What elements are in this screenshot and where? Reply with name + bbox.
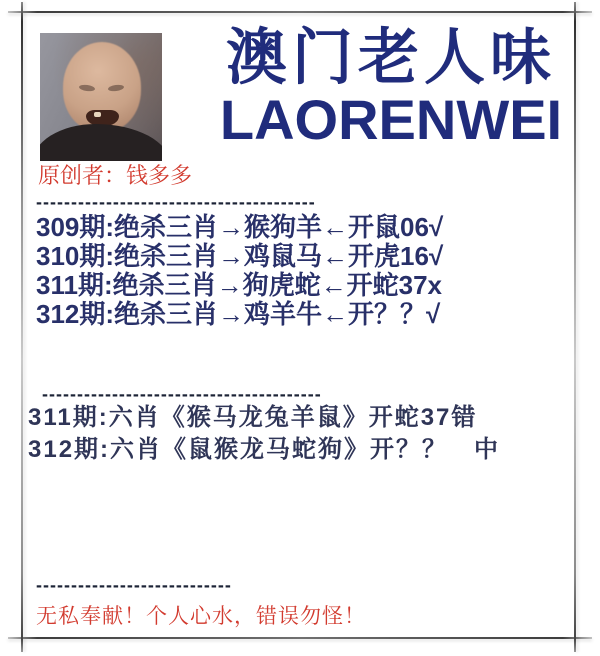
prediction-line-309: 309期:绝杀三肖→猴狗羊←开鼠06√: [36, 212, 444, 242]
site-title-chinese: 澳门老人味: [225, 23, 556, 91]
prediction-line-311: 311期:绝杀三肖→狗虎蛇←开蛇37x: [36, 270, 442, 300]
frame-bottom-line: [8, 637, 592, 639]
sanxiao-prediction-block: [36, 213, 443, 329]
dashed-separator: ----------------------------------------: [36, 192, 316, 212]
prediction-line-312: 312期:绝杀三肖→鸡羊牛←开？？√: [36, 299, 441, 329]
photo-tooth: [94, 112, 101, 117]
site-title-latin: LAORENWEI: [219, 88, 563, 151]
dashed-separator: ----------------------------: [36, 575, 232, 595]
dashed-separator: ----------------------------------------: [42, 384, 322, 404]
liuxiao-line-311: 311期:六肖《猴马龙兔羊鼠》开蛇37错: [28, 404, 478, 431]
frame-left-line: [21, 2, 23, 652]
prediction-line-310: 310期:绝杀三肖→鸡鼠马←开虎16√: [36, 241, 444, 271]
frame-top-line: [8, 11, 592, 13]
creator-line: 原创者：钱多多: [38, 163, 193, 188]
elderly-man-photo: [40, 33, 162, 161]
disclaimer-line: 无私奉献！个人心水，错误勿怪！: [36, 605, 366, 628]
liuxiao-prediction-block: [28, 402, 500, 466]
liuxiao-line-312: 312期:六肖《鼠猴龙马蛇狗》开？？ 中: [28, 436, 501, 463]
